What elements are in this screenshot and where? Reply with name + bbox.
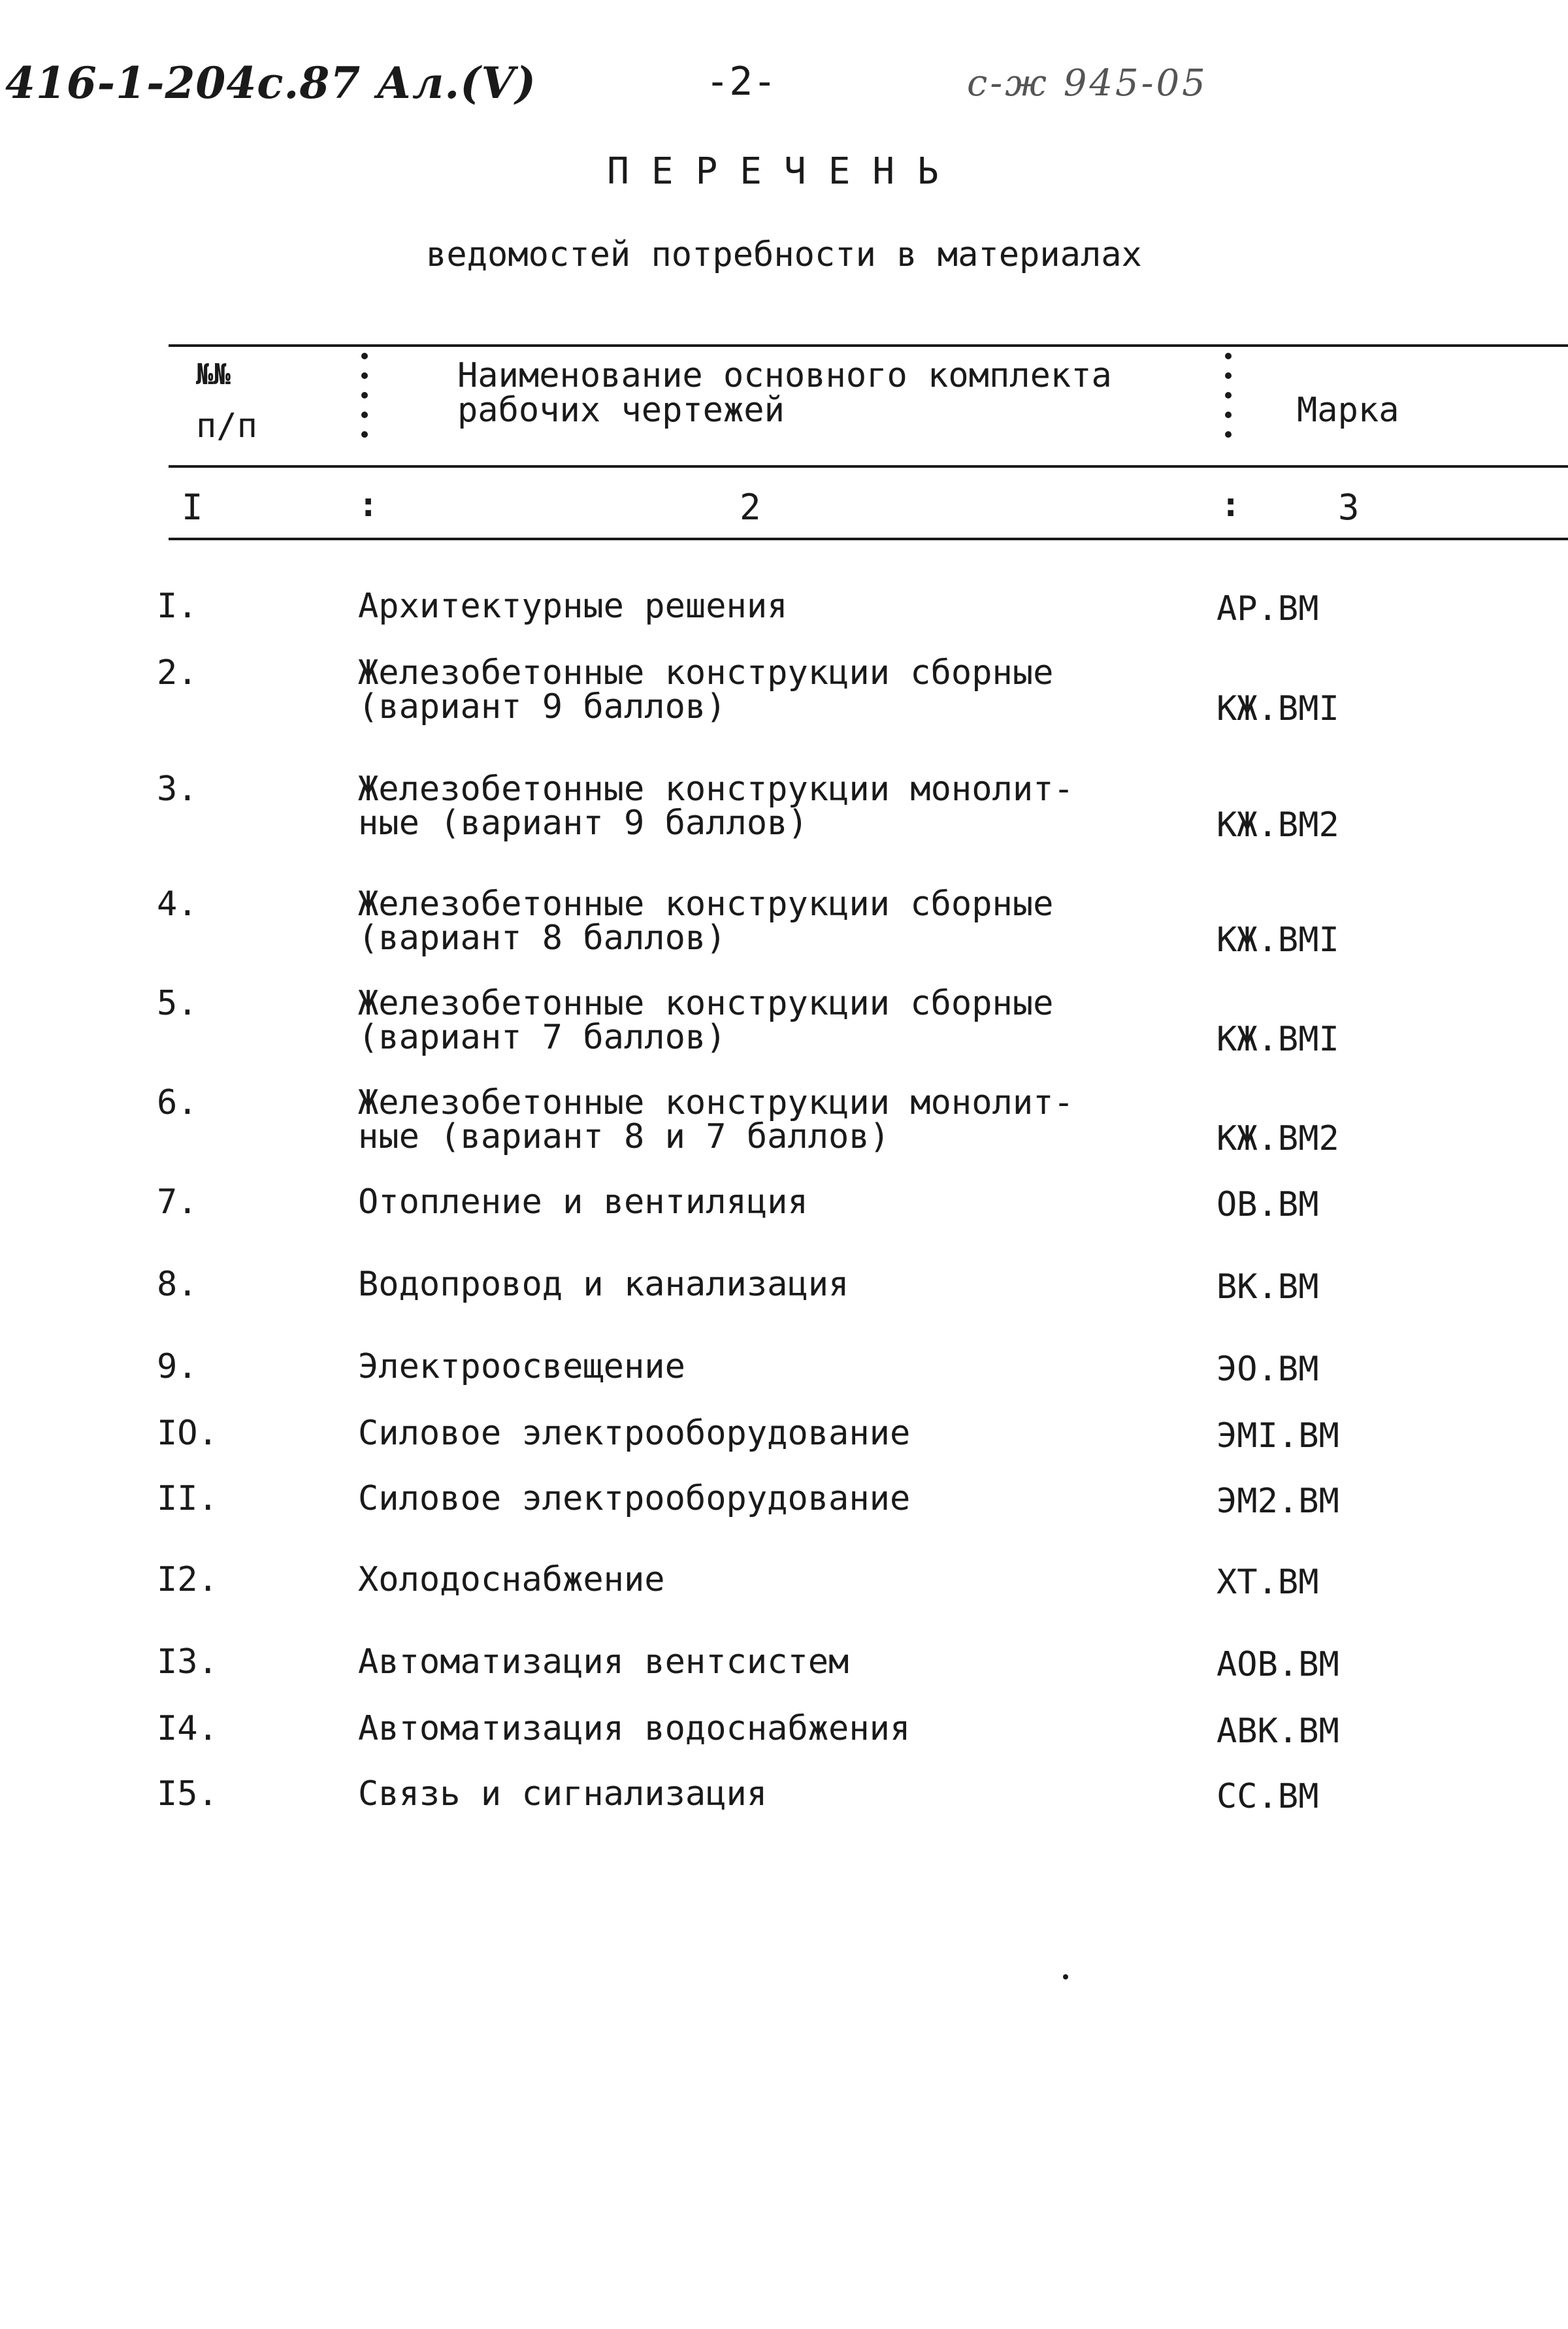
table-body-rule <box>169 538 1568 540</box>
row-mark: ХТ.ВМ <box>1217 1563 1319 1602</box>
row-name: Связь и сигнализация <box>358 1774 768 1814</box>
archive-stamp: с-ж 945-05 <box>967 62 1208 105</box>
row-number: 4. <box>157 885 198 924</box>
row-mark: КЖ.ВМ2 <box>1217 1119 1339 1158</box>
row-number: I2. <box>157 1560 218 1599</box>
row-name: Железобетонные конструкции сборные (вариант 9 баллов) <box>358 653 1054 726</box>
header-mark: Марка <box>1297 391 1399 430</box>
column-number-1: I <box>182 487 203 528</box>
row-name: Силовое электрооборудование <box>358 1479 911 1518</box>
header-separator-2 <box>1225 353 1233 438</box>
column-number-2: 2 <box>740 487 761 528</box>
column-number-separator: : <box>1220 485 1241 525</box>
row-name: Железобетонные конструкции сборные (вариант 8 баллов) <box>358 885 1054 958</box>
row-name: Железобетонные конструкции монолит- ные (вариант 9 баллов) <box>358 770 1074 843</box>
row-name: Архитектурные решения <box>358 587 788 626</box>
row-number: 5. <box>157 984 198 1023</box>
row-mark: ОВ.ВМ <box>1217 1185 1319 1224</box>
stray-mark <box>1063 1974 1068 1979</box>
row-name: Холодоснабжение <box>358 1560 665 1599</box>
row-name: Отопление и вентиляция <box>358 1182 808 1222</box>
row-number: I4. <box>157 1709 218 1748</box>
row-number: 6. <box>157 1083 198 1122</box>
header-num-line2: п/п <box>196 406 257 446</box>
row-mark: КЖ.ВМI <box>1217 689 1339 728</box>
row-name: Железобетонные конструкции монолит- ные (вариант 8 и 7 баллов) <box>358 1083 1074 1156</box>
row-number: 9. <box>157 1347 198 1386</box>
row-name: Водопровод и канализация <box>358 1265 849 1304</box>
page-subtitle: ведомостей потребности в материалах <box>426 235 1142 274</box>
header-separator-1 <box>361 353 369 438</box>
row-name: Автоматизация водоснабжения <box>358 1709 911 1748</box>
header-name-line2: рабочих чертежей <box>457 391 785 430</box>
row-name: Электроосвещение <box>358 1347 685 1386</box>
column-number-separator: : <box>358 485 379 525</box>
row-mark: АР.ВМ <box>1217 589 1319 628</box>
row-number: IO. <box>157 1414 218 1453</box>
row-mark: ЭО.ВМ <box>1217 1350 1319 1389</box>
column-number-3: 3 <box>1338 487 1360 528</box>
row-mark: СС.ВМ <box>1217 1777 1319 1816</box>
row-number: I5. <box>157 1774 218 1814</box>
table-header-rule <box>169 465 1568 468</box>
row-mark: ВК.ВМ <box>1217 1267 1319 1307</box>
document-code: 416-1-204с.87 Ал.(V) <box>5 57 536 108</box>
row-number: 7. <box>157 1182 198 1222</box>
page-title: ПЕРЕЧЕНЬ <box>607 150 961 193</box>
header-name-line1: Наименование основного комплекта <box>457 356 1112 395</box>
row-number: II. <box>157 1479 218 1518</box>
row-name: Железобетонные конструкции сборные (вариант 7 баллов) <box>358 984 1054 1057</box>
row-number: 2. <box>157 653 198 692</box>
row-name: Силовое электрооборудование <box>358 1414 911 1453</box>
row-mark: АОВ.ВМ <box>1217 1645 1339 1684</box>
table-top-rule <box>169 344 1568 347</box>
row-number: 3. <box>157 770 198 809</box>
row-mark: КЖ.ВМ2 <box>1217 806 1339 845</box>
row-number: 8. <box>157 1265 198 1304</box>
row-mark: КЖ.ВМI <box>1217 1020 1339 1059</box>
row-name: Автоматизация вентсистем <box>358 1642 849 1682</box>
page-number: -2- <box>706 59 777 105</box>
row-number: I3. <box>157 1642 218 1682</box>
row-mark: КЖ.ВМI <box>1217 920 1339 960</box>
row-number: I. <box>157 587 198 626</box>
row-mark: АВК.ВМ <box>1217 1712 1339 1751</box>
row-mark: ЭМ2.ВМ <box>1217 1482 1339 1521</box>
header-num-line1: №№ <box>196 358 231 391</box>
row-mark: ЭМI.ВМ <box>1217 1416 1339 1456</box>
